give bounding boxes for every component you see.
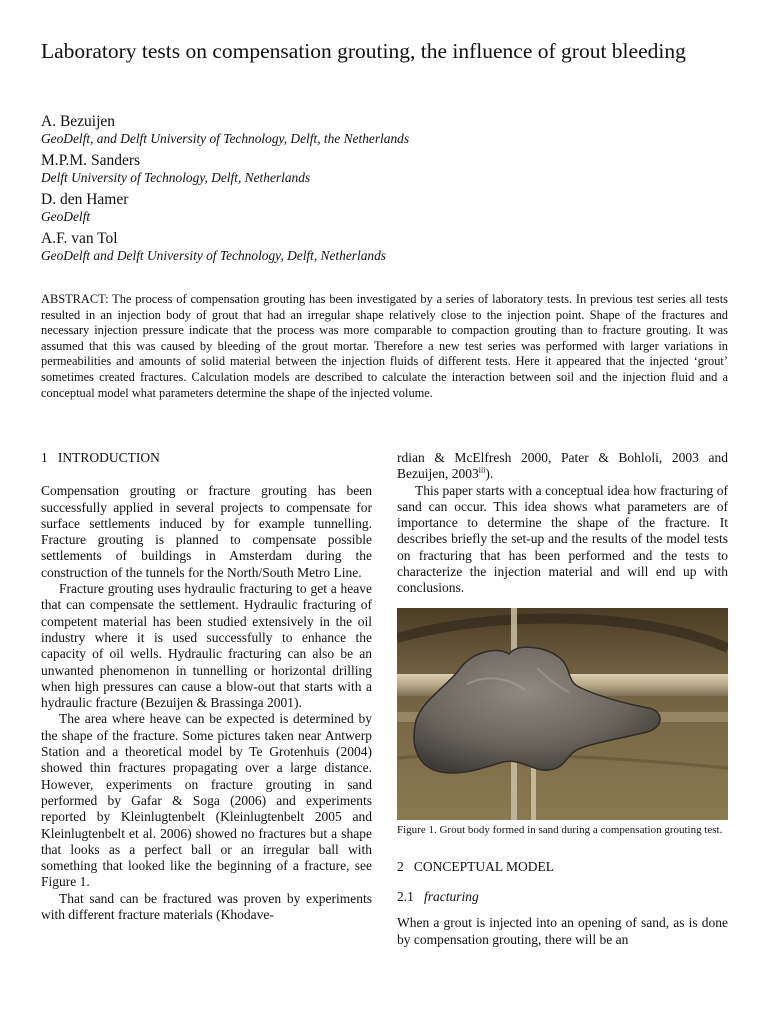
body-paragraph: Fracture grouting uses hydraulic fracturing to get a heave that can compensate the settlement. Hydraulic fracturing of competent material has been studied extensively in the oil industry where it is used successfully to enhance the capacity of oil wells. Hydraulic fracturing can also be an unwanted phenomenon in tunnelling or horizontal drilling when high pressures can cause a blow-out that starts with a hydraulic fracture (Bezuijen & Brassinga 2001). (41, 581, 372, 711)
left-column (41, 450, 372, 923)
section-title: CONCEPTUAL MODEL (413, 858, 554, 874)
section-number: 2 (397, 858, 404, 874)
author-affiliation: GeoDelft and Delft University of Technology, Delft, Netherlands (41, 248, 387, 263)
continuation-text: rdian & McElfresh 2000, Pater & Bohloli, 2003 and Bezuijen, 2003 (397, 450, 728, 482)
subsection-title: fracturing (424, 889, 479, 905)
footnote-ref: iii (478, 465, 486, 475)
body-paragraph: That sand can be fractured was proven by experiments with different fracture materials (Khodave- (41, 890, 372, 923)
body-paragraph: The area where heave can be expected is determined by the shape of the fracture. Some pictures taken near Antwerp Station and a theoretical model by Te Grotenhuis (2004) showed thin fractures propagating over a large distance. However, experiments on fracture grouting in sand performed by Gafar & Soga (2006) and experiments reported by Kleinlugtenbelt (Kleinlugtenbelt 2005 and Kleinlugtenbelt et al. 2006) showed no fractures but a shape that looks as a perfect ball or an irregular ball with something that looked like the beginning of a fracture, see Figure 1. (41, 711, 372, 890)
author-block (41, 190, 731, 225)
author-name: A. Bezuijen (41, 113, 116, 130)
section-1-heading (41, 450, 372, 466)
continuation-end: ). (485, 466, 494, 482)
author-block (41, 229, 731, 264)
author-affiliation: GeoDelft, and Delft University of Technology, Delft, the Netherlands (41, 131, 410, 146)
section-2-heading (397, 859, 728, 875)
right-column (397, 450, 728, 948)
body-paragraph: When a grout is injected into an opening of sand, as is done by compensation grouting, there will be an (397, 915, 728, 947)
body-paragraph: This paper starts with a conceptual idea how fracturing of sand can occur. This idea shows what parameters are of importance to determine the shape of the fracture. It describes briefly the set-up and the results of the model tests on fracturing that has been performed and the tests to characterize the injection material and will end up with conclusions. (397, 482, 728, 596)
figure-caption: Figure 1. Grout body formed in sand during a compensation grouting test. (397, 823, 723, 836)
author-name: M.P.M. Sanders (41, 152, 141, 169)
author-name: D. den Hamer (41, 191, 129, 208)
author-affiliation: GeoDelft (41, 209, 91, 224)
author-affiliation: Delft University of Technology, Delft, Netherlands (41, 170, 311, 185)
author-block (41, 151, 731, 186)
author-block (41, 112, 731, 147)
subsection-number: 2.1 (397, 889, 414, 905)
figure-1-photo (397, 608, 728, 820)
author-list (41, 112, 731, 268)
section-title: INTRODUCTION (57, 450, 160, 465)
grout-body-illustration (397, 608, 728, 820)
paper-title: Laboratory tests on compensation grouting, the influence of grout bleeding (41, 39, 686, 63)
continuation-paragraph (397, 450, 728, 483)
subsection-2-1-heading (397, 889, 728, 905)
body-paragraph: Compensation grouting or fracture grouting has been successfully applied in several projects to compensate for surface settlements induced by for example tunnelling. Fracture grouting is planned to compensate possible settlements of buildings in Amsterdam during the construction of the tunnels for the North/South Metro Line. (41, 483, 372, 580)
section-number: 1 (41, 450, 48, 465)
author-name: A.F. van Tol (41, 230, 118, 247)
abstract: ABSTRACT: The process of compensation grouting has been investigated by a series of laboratory tests. In previous test series all tests resulted in an injection body of grout that had an irregular shape relatively close to the injection point. Shape of the fractures and necessary injection pressure indicate that the process was more comparable to compaction grouting than to fracture grouting. It was assumed that this was caused by bleeding of the grout mortar. Therefore a new test series was performed with larger variations in permeabilities and amounts of solid material between the injection fluids of different tests. Here it appeared that the injected ‘grout’ sometimes created fractures. Calculation models are described to calculate the interaction between soil and the injection fluid and a conceptual model what parameters determine the shape of the injected volume. (41, 292, 728, 400)
